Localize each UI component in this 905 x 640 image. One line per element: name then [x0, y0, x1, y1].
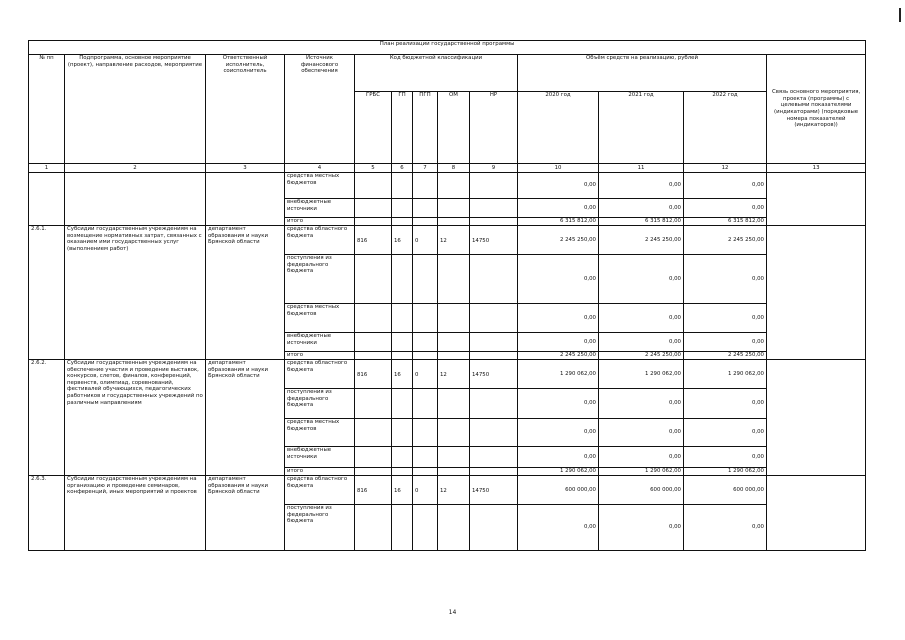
amount-2022: 0,00: [684, 333, 767, 352]
amount-2020: 0,00: [518, 173, 599, 199]
header-responsible: Ответственный исполнитель, соисполнитель: [206, 55, 285, 164]
amount-2020: 0,00: [518, 255, 599, 304]
header-budget-code: Код бюджетной классификации: [355, 55, 518, 92]
code-np: 14750: [470, 226, 518, 255]
code-om: 12: [438, 476, 470, 505]
cell-empty: [767, 360, 866, 476]
table-row: [29, 360, 866, 389]
source-label: поступления из федерального бюджета: [285, 389, 355, 419]
total-label: итого: [285, 352, 355, 360]
total-2020: 6 315 812,00: [518, 218, 599, 226]
responsible-executor: департамент образования и науки Брянской области: [206, 360, 285, 476]
amount-2022: 0,00: [684, 505, 767, 551]
cell-empty: [206, 173, 285, 226]
table-row: [29, 476, 866, 505]
amount-2021: 0,00: [599, 505, 684, 551]
source-label: внебюджетные источники: [285, 447, 355, 468]
source-label: средства областного бюджета: [285, 226, 355, 255]
source-label: внебюджетные источники: [285, 333, 355, 352]
measure-name: Субсидии государственным учреждениям на возмещение нормативных затрат, связанных с оказанием ими государственных услуг (выполнением работ): [65, 226, 206, 360]
amount-2022: 2 245 250,00: [684, 226, 767, 255]
col-number: 11: [599, 164, 684, 173]
code-gp: 16: [392, 226, 413, 255]
header-link: Связь основного мероприятия, проекта (программы) с целевыми показателями (индикаторами) (порядковые номера показателей (индикаторов)): [767, 55, 866, 164]
code-gp: 16: [392, 360, 413, 389]
code-pgp: 0: [413, 360, 438, 389]
measure-name: Субсидии государственным учреждениям на организацию и проведение семинаров, конференций, иных мероприятий и проектов: [65, 476, 206, 551]
amount-2022: 0,00: [684, 199, 767, 218]
amount-2022: 0,00: [684, 173, 767, 199]
col-number: 13: [767, 164, 866, 173]
header-grbs: ГРБС: [355, 92, 392, 164]
total-2022: 1 290 062,00: [684, 468, 767, 476]
table-title: План реализации государственной программы: [29, 41, 866, 55]
total-2021: 2 245 250,00: [599, 352, 684, 360]
amount-2022: 600 000,00: [684, 476, 767, 505]
amount-2020: 0,00: [518, 333, 599, 352]
cell-empty: [767, 173, 866, 226]
amount-2021: 0,00: [599, 199, 684, 218]
amount-2020: 0,00: [518, 304, 599, 333]
code-pgp: 0: [413, 476, 438, 505]
total-2020: 2 245 250,00: [518, 352, 599, 360]
amount-2020: 0,00: [518, 389, 599, 419]
col-number: 1: [29, 164, 65, 173]
total-label: итого: [285, 468, 355, 476]
code-om: 12: [438, 226, 470, 255]
cell-empty: [29, 173, 65, 226]
col-number: 5: [355, 164, 392, 173]
header-np: НР: [470, 92, 518, 164]
total-2022: 2 245 250,00: [684, 352, 767, 360]
column-numbers-row: [29, 164, 866, 173]
amount-2022: 0,00: [684, 304, 767, 333]
code-pgp: 0: [413, 226, 438, 255]
row-number: 2.6.1.: [29, 226, 65, 360]
amount-2021: 600 000,00: [599, 476, 684, 505]
col-number: 6: [392, 164, 413, 173]
table-row: [29, 226, 866, 255]
source-label: средства местных бюджетов: [285, 173, 355, 199]
code-np: 14750: [470, 476, 518, 505]
header-row-1: [29, 55, 866, 92]
scan-artifact-mark: [899, 8, 901, 22]
source-label: поступления из федерального бюджета: [285, 255, 355, 304]
source-label: средства областного бюджета: [285, 476, 355, 505]
col-number: 8: [438, 164, 470, 173]
amount-2020: 0,00: [518, 447, 599, 468]
header-year-2021: 2021 год: [599, 92, 684, 164]
header-year-2020: 2020 год: [518, 92, 599, 164]
amount-2021: 0,00: [599, 173, 684, 199]
program-plan-table: [28, 40, 866, 551]
header-volume: Объём средств на реализацию, рублей: [518, 55, 767, 92]
amount-2021: 0,00: [599, 304, 684, 333]
col-number: 7: [413, 164, 438, 173]
total-2020: 1 290 062,00: [518, 468, 599, 476]
table-title-row: [29, 41, 866, 55]
amount-2021: 0,00: [599, 255, 684, 304]
amount-2021: 0,00: [599, 447, 684, 468]
amount-2021: 0,00: [599, 419, 684, 447]
amount-2022: 0,00: [684, 255, 767, 304]
table-row: [29, 173, 866, 199]
source-label: средства местных бюджетов: [285, 419, 355, 447]
header-pgp: ПГП: [413, 92, 438, 164]
amount-2020: 0,00: [518, 419, 599, 447]
responsible-executor: департамент образования и науки Брянской области: [206, 476, 285, 551]
code-gp: 16: [392, 476, 413, 505]
col-number: 10: [518, 164, 599, 173]
amount-2022: 0,00: [684, 447, 767, 468]
header-subprogram: Подпрограмма, основное мероприятие (проект), направление расходов, мероприятие: [65, 55, 206, 164]
header-gp: ГП: [392, 92, 413, 164]
code-np: 14750: [470, 360, 518, 389]
amount-2021: 2 245 250,00: [599, 226, 684, 255]
amount-2020: 2 245 250,00: [518, 226, 599, 255]
amount-2022: 1 290 062,00: [684, 360, 767, 389]
header-source: Источник финансового обеспечения: [285, 55, 355, 164]
cell-empty: [65, 173, 206, 226]
measure-name: Субсидии государственным учреждениям на обеспечение участия и проведение выставок, конкурсов, слетов, финалов, конференций, первенств, олимпиад, соревнований, фестивалей обучающихся, педагогических работников и государственных учреждений по различным направлениям: [65, 360, 206, 476]
amount-2020: 0,00: [518, 505, 599, 551]
col-number: 12: [684, 164, 767, 173]
col-number: 4: [285, 164, 355, 173]
total-label: итого: [285, 218, 355, 226]
code-grbs: 816: [355, 360, 392, 389]
row-number: 2.6.2.: [29, 360, 65, 476]
amount-2021: 0,00: [599, 333, 684, 352]
amount-2021: 1 290 062,00: [599, 360, 684, 389]
total-2022: 6 315 812,00: [684, 218, 767, 226]
col-number: 2: [65, 164, 206, 173]
source-label: поступления из федерального бюджета: [285, 505, 355, 551]
source-label: средства областного бюджета: [285, 360, 355, 389]
cell-empty: [767, 476, 866, 551]
total-2021: 1 290 062,00: [599, 468, 684, 476]
amount-2020: 1 290 062,00: [518, 360, 599, 389]
cell-empty: [767, 226, 866, 360]
col-number: 9: [470, 164, 518, 173]
amount-2021: 0,00: [599, 389, 684, 419]
amount-2022: 0,00: [684, 389, 767, 419]
amount-2020: 0,00: [518, 199, 599, 218]
code-om: 12: [438, 360, 470, 389]
page-number: 14: [448, 609, 457, 616]
source-label: внебюджетные источники: [285, 199, 355, 218]
header-year-2022: 2022 год: [684, 92, 767, 164]
header-om: ОМ: [438, 92, 470, 164]
amount-2020: 600 000,00: [518, 476, 599, 505]
code-grbs: 816: [355, 476, 392, 505]
header-num: № пп: [29, 55, 65, 164]
total-2021: 6 315 812,00: [599, 218, 684, 226]
row-number: 2.6.3.: [29, 476, 65, 551]
responsible-executor: департамент образования и науки Брянской области: [206, 226, 285, 360]
code-grbs: 816: [355, 226, 392, 255]
source-label: средства местных бюджетов: [285, 304, 355, 333]
col-number: 3: [206, 164, 285, 173]
amount-2022: 0,00: [684, 419, 767, 447]
